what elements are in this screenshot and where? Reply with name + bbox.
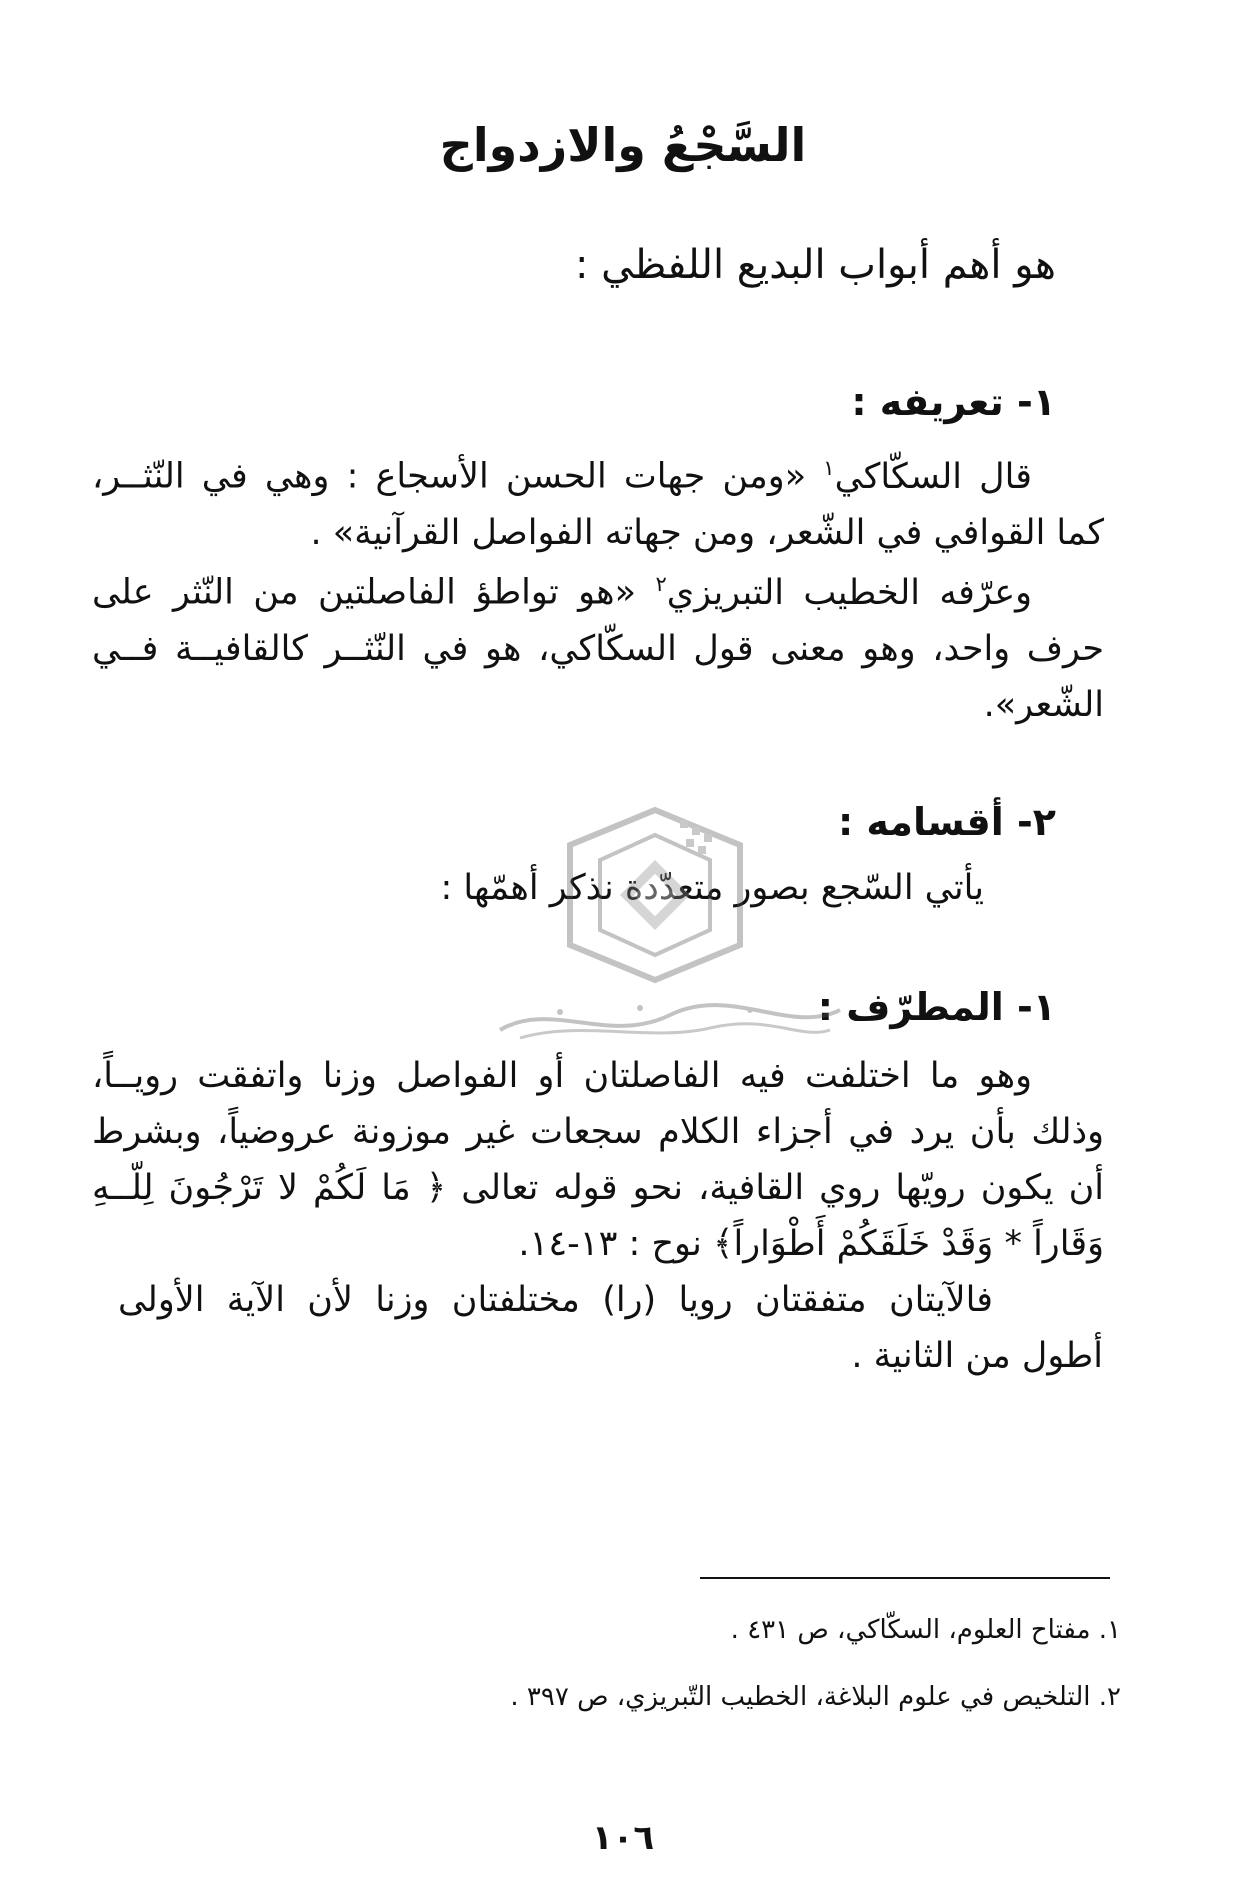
mutarraf-paragraph-1 — [92, 1048, 1104, 1272]
watermark-text-logo — [490, 990, 850, 1050]
definition-p1-text-start: قال السكّاكي — [834, 456, 1032, 497]
definition-p2-text-end: «هو تواطؤ الفاصلتين من النّثر على حرف واحد، وهو معنى قول السكّاكي، هو في النّثــر كالقافيــة فــي الشّعر». — [92, 572, 1104, 725]
definition-p1-text-end: «ومن جهات الحسن الأسجاع : وهي في النّثــر، كما القوافي في الشّعر، ومن جهاته الفواصل القرآنية» . — [92, 456, 1104, 553]
mutarraf-p2-text: فالآيتان متفقتان رويا (را) مختلفتان وزنا لأن الآية الأولى أطول من الثانية . — [118, 1280, 1103, 1376]
section-heading-divisions: ٢- أقسامه : — [837, 800, 1056, 844]
watermark-emblem-icon — [560, 805, 750, 985]
definition-paragraph-1 — [92, 440, 1104, 561]
definition-paragraph-2 — [92, 556, 1104, 733]
divisions-intro: يأتي السّجع بصور متعدّدة نذكر أهمّها : — [440, 868, 984, 908]
footnote-2: ٢. التلخيص في علوم البلاغة، الخطيب التّبريزي، ص ٣٩٧ . — [510, 1682, 1121, 1712]
mutarraf-p1-text: وهو ما اختلفت فيه الفاصلتان أو الفواصل وزنا واتفقت رويــاً، وذلك بأن يرد في أجزاء الكلام سجعات غير موزونة عروضياً، وبشرط أن يكون رويّها روي القافية، نحو قوله تعالى ﴿ مَا لَكُمْ لا تَرْجُونَ لِلّــهِ وَقَاراً * وَقَدْ خَلَقَكُمْ أَطْوَاراً﴾ نوح : ١٣-١٤. — [92, 1056, 1104, 1264]
page-title: السَّجْعُ والازدواج — [439, 118, 807, 172]
subsection-heading-mutarraf: ١- المطرّف : — [817, 985, 1056, 1029]
footnote-1: ١. مفتاح العلوم، السكّاكي، ص ٤٣١ . — [730, 1615, 1121, 1645]
section-heading-definition: ١- تعريفه : — [851, 380, 1056, 424]
footnotes-divider — [700, 1577, 1110, 1579]
page-number: ١٠٦ — [591, 1818, 655, 1858]
intro-line: هو أهم أبواب البديع اللفظي : — [574, 242, 1056, 288]
footnote-ref-1: ١ — [823, 456, 835, 480]
definition-p2-text-start: وعرّفه الخطيب التبريزي — [666, 572, 1032, 613]
footnote-ref-2: ٢ — [655, 572, 667, 596]
mutarraf-paragraph-2 — [118, 1272, 1103, 1384]
